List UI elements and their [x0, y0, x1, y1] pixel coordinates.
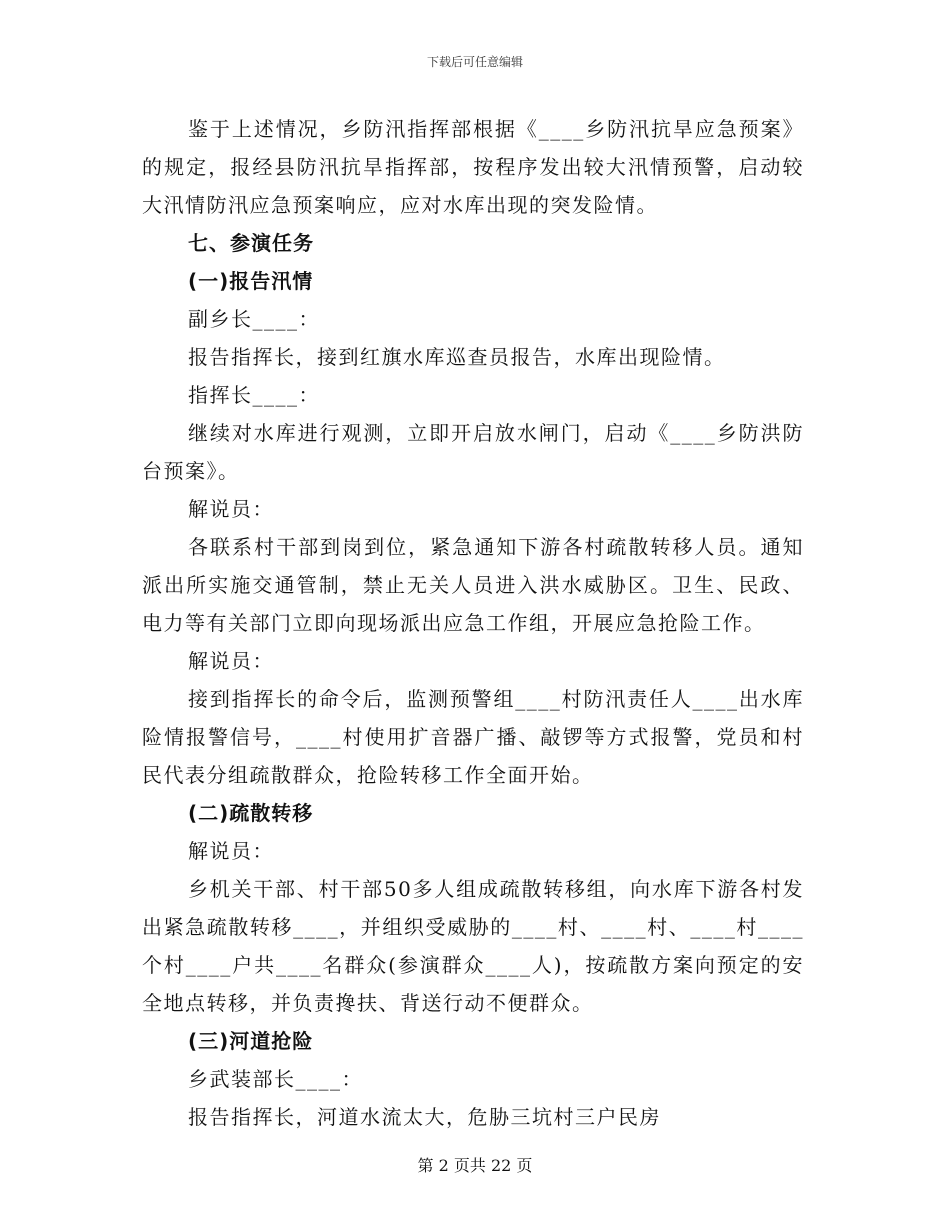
- text-line: 继续对水库进行观测，立即开启放水闸门，启动《____乡防洪防: [188, 421, 804, 445]
- text-line: 指挥长____：: [188, 383, 320, 407]
- text-line: 鉴于上述情况，乡防汛指挥部根据《____乡防汛抗旱应急预案》: [188, 117, 804, 141]
- text-line: 乡机关干部、村干部50多人组成疏散转移组，向水库下游各村发: [188, 877, 804, 901]
- text-line: 报告指挥长，河道水流太大，危胁三坑村三户民房: [188, 1105, 661, 1129]
- text-line: 出紧急疏散转移____，并组织受威胁的____村、____村、____村____: [142, 915, 804, 939]
- text-line: 解说员：: [188, 649, 274, 673]
- text-line: 副乡长____：: [188, 307, 320, 331]
- text-line: 派出所实施交通管制，禁止无关人员进入洪水威胁区。卫生、民政、: [142, 573, 804, 597]
- text-line: 接到指挥长的命令后，监测预警组____村防汛责任人____出水库: [188, 687, 804, 711]
- text-line: 报告指挥长，接到红旗水库巡查员报告，水库出现险情。: [188, 345, 726, 369]
- section-heading: (三)河道抢险: [188, 1029, 314, 1053]
- text-line: 险情报警信号，____村使用扩音器广播、敲锣等方式报警，党员和村: [142, 725, 804, 749]
- text-line: 乡武装部长____：: [188, 1067, 363, 1091]
- text-line: 各联系村干部到岗到位，紧急通知下游各村疏散转移人员。通知: [188, 535, 804, 559]
- page-footer: 第 2 页共 22 页: [417, 1156, 533, 1175]
- section-heading: 七、参演任务: [188, 231, 314, 255]
- text-line: 全地点转移，并负责搀扶、背送行动不便群众。: [142, 991, 594, 1015]
- page-header: 下载后可任意编辑: [426, 55, 523, 69]
- text-line: 电力等有关部门立即向现场派出应急工作组，开展应急抢险工作。: [142, 611, 766, 635]
- text-line: 的规定，报经县防汛抗旱指挥部，按程序发出较大汛情预警，启动较: [142, 155, 804, 179]
- text-line: 台预案》。: [142, 459, 240, 483]
- section-heading: (二)疏散转移: [188, 801, 314, 825]
- text-line: 个村____户共____名群众(参演群众____人)，按疏散方案向预定的安: [142, 953, 804, 977]
- text-line: 解说员：: [188, 497, 274, 521]
- section-heading: (一)报告汛情: [188, 269, 314, 293]
- text-line: 大汛情防汛应急预案响应，应对水库出现的突发险情。: [142, 193, 658, 217]
- text-line: 解说员：: [188, 839, 274, 863]
- text-line: 民代表分组疏散群众，抢险转移工作全面开始。: [142, 763, 594, 787]
- document-body: [142, 110, 804, 1136]
